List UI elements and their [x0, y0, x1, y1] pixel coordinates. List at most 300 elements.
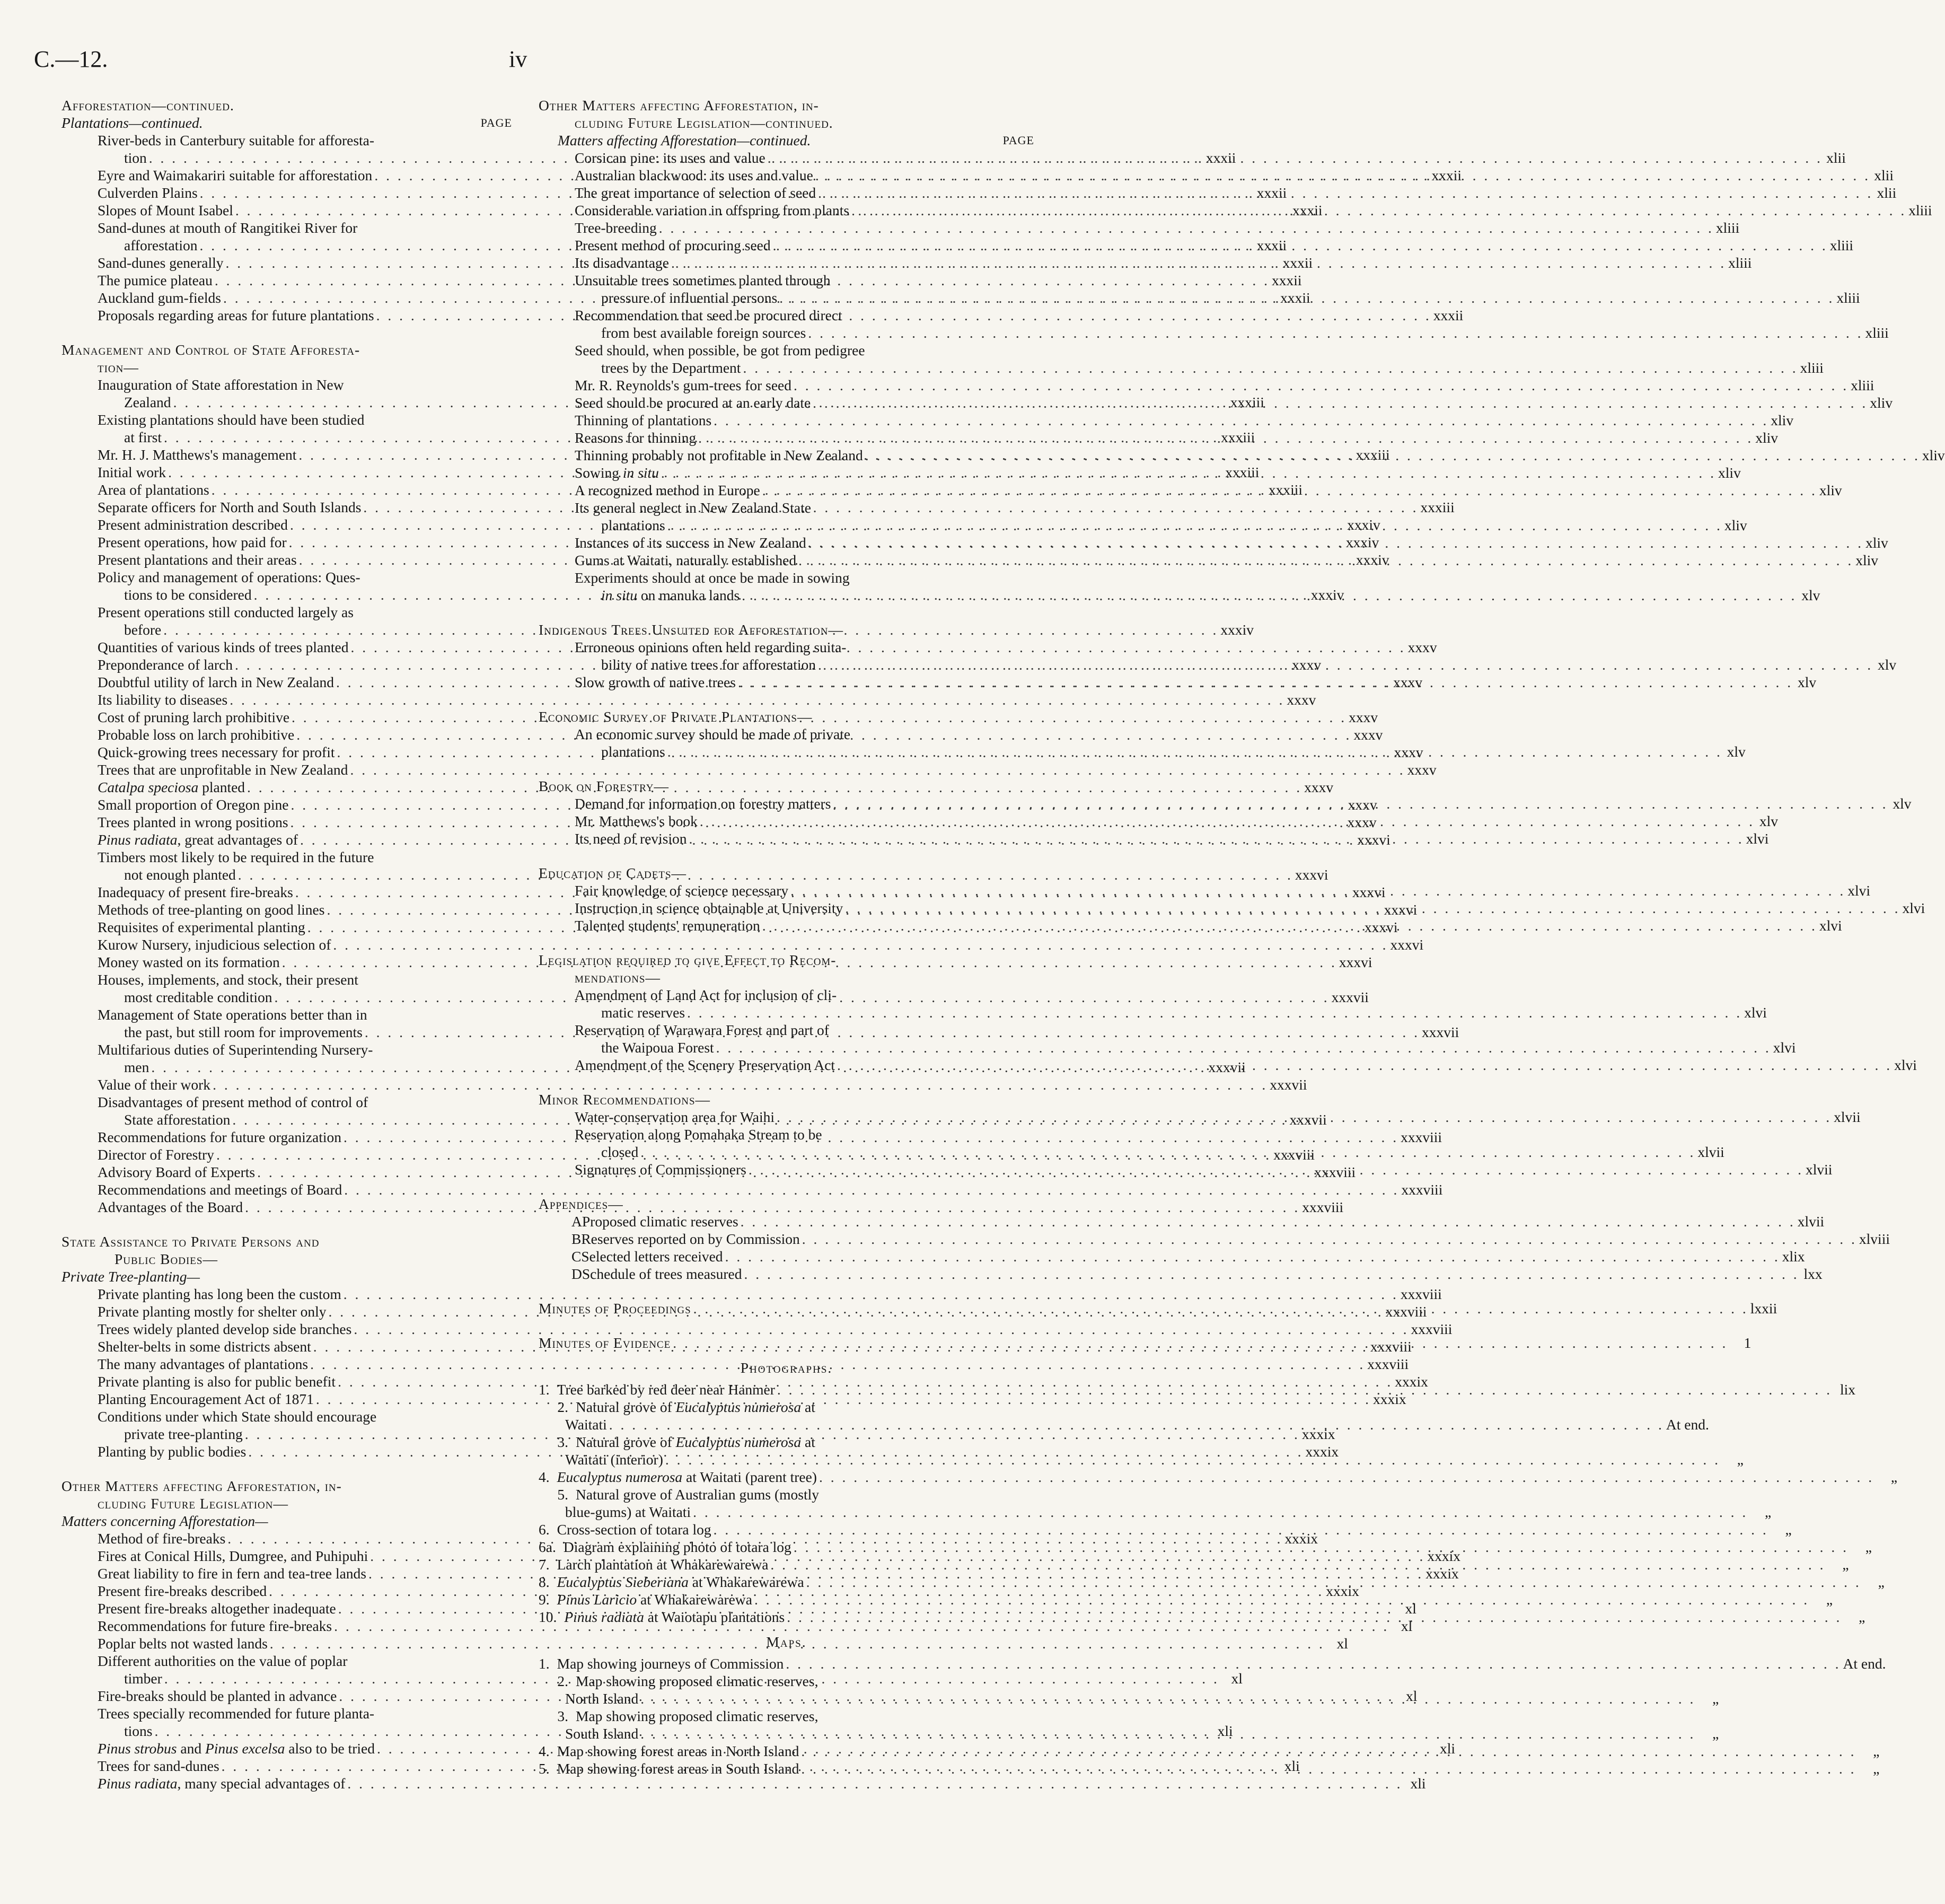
entry-text: Present fire-breaks described	[98, 1583, 267, 1599]
entry-page: „	[1737, 1451, 1744, 1468]
entry-text: Initial work	[98, 464, 166, 480]
leader-dots	[863, 446, 1922, 464]
leader-dots	[671, 1334, 1730, 1352]
entry-text: Its need of revision	[575, 830, 687, 847]
entry-text: afforestation	[124, 237, 198, 253]
entry-page: xlvi	[1847, 882, 1871, 899]
leader-dots	[760, 917, 1819, 934]
entry-page: xliv	[1755, 429, 1779, 446]
leader-dots	[777, 289, 1836, 306]
entry-text: Eucalyptus numerosa at Waitati (parent tree)	[557, 1469, 817, 1485]
toc-entry	[61, 971, 512, 988]
entry-text: Private planting mostly for shelter only	[98, 1303, 327, 1320]
entry-page: xxxv	[1348, 796, 1377, 813]
toc-entry	[539, 1004, 1767, 1021]
entry-text: matic reserves	[601, 1004, 685, 1021]
entry-text: Trees specially recommended for future planta-	[98, 1705, 375, 1722]
toc-entry	[539, 1468, 1898, 1486]
entry-page: xxxii	[1431, 167, 1462, 183]
section-heading-book: Book on Forestry—	[539, 778, 670, 794]
entry-text: Water-conservation area for Waihi	[575, 1109, 775, 1125]
minutes-proceedings-page: lxxii	[1750, 1300, 1777, 1317]
section-heading-state-assistance-cont: Public Bodies—	[115, 1251, 218, 1267]
entry-page: xxxii	[1433, 307, 1464, 323]
leader-dots	[698, 812, 1757, 830]
page-column-label-right: PAGE	[1002, 134, 1034, 147]
leader-dots	[736, 673, 1795, 691]
entry-page: xli	[1440, 1740, 1456, 1757]
entry-page: xxxv	[1393, 674, 1423, 690]
entry-text: Seed should be procured at an early date	[575, 394, 811, 411]
entry-text: Culverden Plains	[98, 185, 198, 201]
leader-dots	[741, 359, 1800, 376]
entry-page: xl	[1406, 1688, 1418, 1704]
entry-page: xlv	[1801, 587, 1820, 603]
entry-text: Experiments should at once be made in sowing	[575, 569, 850, 586]
entry-page: xxxii	[1271, 272, 1302, 288]
entry-text: Talented students' remuneration	[575, 917, 760, 934]
toc-entry	[61, 1285, 1442, 1303]
entry-text: Fires at Conical Hills, Dumgree, and Puhipuhi	[98, 1548, 368, 1564]
toc-entry	[61, 1041, 512, 1058]
entry-page: xxxix	[1427, 1548, 1460, 1564]
entry-text: from best available foreign sources	[601, 324, 806, 341]
toc-entry	[539, 986, 1034, 1004]
entry-text: Recommendations and meetings of Board	[98, 1181, 342, 1198]
entry-page: xxxvi	[1384, 901, 1418, 918]
entry-page: xxxvii	[1289, 1111, 1327, 1128]
entry-page: xlvi	[1773, 1039, 1796, 1056]
entry-page: xxxvi	[1295, 866, 1328, 883]
entry-page: xliii	[1715, 220, 1740, 236]
entry-text: Pinus radiata, many special advantages of	[98, 1775, 346, 1792]
entry-text: A recognized method in Europe	[575, 482, 760, 498]
entry-text: Conditions under which State should encourage	[98, 1408, 377, 1425]
entry-page: „	[1712, 1690, 1719, 1707]
entry-page: xli	[1284, 1758, 1300, 1774]
entry-text: Quantities of various kinds of trees planted	[98, 639, 349, 655]
report-code: C.—12.	[34, 46, 108, 72]
entry-text: Quick-growing trees necessary for profit	[98, 744, 335, 760]
entry-page: xxxiii	[1420, 499, 1455, 515]
entry-number: 2.	[557, 1399, 568, 1415]
leader-dots	[775, 1381, 1834, 1398]
minutes-proceedings-label: Minutes of Proceedings	[539, 1300, 691, 1317]
leader-dots	[765, 149, 1825, 166]
leader-dots	[738, 1213, 1798, 1230]
entry-text: Natural grove of Eucalyptus numerosa at	[576, 1399, 815, 1415]
leader-dots	[799, 1742, 1858, 1760]
entry-page: xxxv	[1287, 691, 1316, 708]
entry-page: xxxv	[1347, 814, 1377, 830]
entry-page: xxxix	[1395, 1373, 1428, 1390]
leader-dots	[799, 1760, 1858, 1777]
private-subheading: Private Tree-planting—	[61, 1268, 200, 1285]
entry-text: Reasons for thinning	[575, 429, 697, 446]
entry-page: „	[1712, 1725, 1719, 1742]
entry-text: Fair knowledge of science necessary	[575, 882, 789, 899]
entry-number: 5.	[539, 1760, 550, 1777]
entry-page: xxxvi	[1339, 954, 1372, 970]
leader-dots	[760, 481, 1819, 499]
entry-text: Present operations still conducted largely as	[98, 604, 354, 620]
entry-page: xlvi	[1744, 1004, 1767, 1021]
entry-text: Eyre and Waimakariri suitable for afforestation	[98, 167, 373, 183]
entry-text: Reservation along Pomahaka Stream to be	[575, 1126, 822, 1143]
toc-entry	[539, 1486, 1034, 1503]
entry-page: xlii	[1877, 185, 1897, 201]
entry-text: Mr. H. J. Matthews's management	[98, 446, 297, 463]
entry-text: Poplar belts not wasted lands	[98, 1635, 268, 1652]
entry-text: men	[124, 1059, 149, 1075]
entry-text: Great liability to fire in fern and tea-tree lands	[98, 1565, 367, 1582]
matters-continued-subheading: Matters affecting Afforestation—continued.	[558, 132, 811, 148]
entry-number: 4.	[539, 1743, 550, 1759]
entry-text: Catalpa speciosa planted	[98, 779, 245, 795]
leader-dots	[791, 376, 1851, 394]
entry-text: tions	[124, 1723, 153, 1739]
entry-text: at first	[124, 429, 162, 445]
entry-page: xl	[1231, 1670, 1243, 1687]
leader-dots	[752, 1591, 1811, 1608]
leader-dots	[835, 1056, 1894, 1074]
entry-page: xxxii	[1256, 237, 1287, 253]
entry-number: 10.	[539, 1609, 557, 1625]
entry-text: Reserves reported on by Commission	[581, 1231, 800, 1247]
entry-text: Probable loss on larch prohibitive	[98, 726, 295, 743]
entry-text: private tree-planting	[124, 1426, 243, 1442]
entry-page: xxxiii	[1221, 429, 1255, 445]
entry-text: Corsican pine: its uses and value	[575, 150, 765, 166]
leader-dots	[657, 219, 1716, 236]
entry-text: Amendment of the Scenery Preservation Act	[575, 1057, 835, 1073]
entry-page: xxxiii	[1230, 394, 1264, 410]
toc-entry	[539, 1655, 1886, 1672]
entry-text: blue-gums) at Waitati	[565, 1504, 691, 1520]
toc-entry	[61, 1320, 1453, 1338]
plantations-subheading-row	[61, 114, 512, 131]
entry-text: timber	[124, 1670, 162, 1687]
leader-dots	[816, 656, 1875, 673]
entry-page: xlv	[1759, 813, 1778, 829]
section-heading-other-matters-cont: cluding Future Legislation—	[98, 1495, 288, 1512]
entry-text: Thinning of plantations	[575, 412, 712, 428]
appendices-list	[539, 1213, 1890, 1283]
entry-text: the Waipoua Forest	[601, 1039, 714, 1056]
entry-page: xxxviii	[1370, 1338, 1412, 1355]
entry-text: plantations	[601, 517, 665, 533]
toc-entry	[61, 936, 1424, 953]
entry-page: xlvi	[1902, 900, 1925, 916]
entry-text: Waitati (interior)	[565, 1451, 663, 1468]
entry-page: xxxvii	[1422, 1024, 1459, 1040]
entry-text: bility of native trees for afforestation	[601, 656, 816, 673]
toc-entry	[539, 1707, 1034, 1725]
entry-text: Slow growth of native trees	[575, 674, 736, 690]
entry-text: Tree barked by red deer near Hanmer	[557, 1381, 775, 1398]
entry-page: xxxvi	[1352, 884, 1386, 900]
entry-text: Shelter-belts in some districts absent	[98, 1338, 311, 1355]
entry-number: 3.	[557, 1434, 568, 1450]
entry-text: Signatures of Commissioners	[575, 1161, 746, 1178]
entry-text: Seed should, when possible, be got from pedigree	[575, 342, 865, 358]
entry-text: Kurow Nursery, injudicious selection of	[98, 936, 331, 953]
toc-entry	[61, 1076, 1307, 1093]
section-heading-education: Education of Cadets—	[539, 865, 687, 881]
entry-text: State afforestation	[124, 1111, 231, 1128]
entry-page: xxxix	[1284, 1530, 1318, 1547]
section-heading-other-matters-continued-cont: cluding Future Legislation—continued.	[575, 115, 833, 131]
entry-page: xxxviii	[1302, 1199, 1344, 1215]
entry-text: Thinning probably not profitable in New Zealand	[575, 447, 863, 463]
leader-dots	[691, 1503, 1750, 1521]
leader-dots	[665, 743, 1724, 760]
entry-page: lxx	[1803, 1266, 1823, 1282]
toc-entry	[61, 411, 512, 428]
entry-page: xxxii	[1292, 202, 1323, 218]
entry-page: xxxiv	[1345, 534, 1379, 550]
toc-entry	[61, 219, 512, 236]
entry-text: Present method of procuring seed	[575, 237, 771, 253]
entry-page: xxxviii	[1401, 1129, 1442, 1145]
entry-page: xxxviii	[1411, 1321, 1453, 1337]
entry-text: South Island	[565, 1725, 639, 1742]
entry-text: Trees for sand-dunes	[98, 1758, 219, 1774]
toc-entry	[539, 359, 1824, 376]
toc-entry	[539, 1039, 1796, 1056]
toc-entry	[61, 1408, 512, 1425]
entry-text: Management of State operations better than in	[98, 1006, 367, 1023]
entry-page: At end.	[1843, 1655, 1886, 1672]
toc-entry	[539, 1672, 1034, 1690]
leader-dots	[784, 1655, 1843, 1672]
entry-page: xxxviii	[1401, 1181, 1443, 1198]
toc-entry	[539, 1213, 1825, 1230]
entry-page: xxxii	[1256, 185, 1287, 201]
entry-page: xli	[1410, 1775, 1426, 1792]
entry-text: pressure of influential persons	[601, 289, 778, 306]
entry-page: xliv	[1855, 552, 1878, 568]
entry-text: Pinus Laricio at Whakarewarewa	[557, 1591, 752, 1608]
toc-entry	[61, 131, 512, 149]
entry-page: xlii	[1874, 167, 1894, 183]
entry-page: xxxiv	[1356, 551, 1389, 568]
entry-number: 1.	[539, 1655, 550, 1672]
leader-dots	[685, 1004, 1744, 1021]
entry-text: Schedule of trees measured	[582, 1266, 742, 1282]
entry-number: A	[571, 1213, 582, 1230]
entry-text: Proposals regarding areas for future plantations	[98, 307, 374, 323]
section-heading-indigenous: Indigenous Trees Unsuited for Afforestation—	[539, 621, 843, 638]
entry-page: xlvii	[1697, 1144, 1724, 1160]
entry-text: Australian blackwood: its uses and value	[575, 167, 813, 183]
toc-entry	[539, 219, 1740, 236]
entry-text: Timbers most likely to be required in the future	[98, 849, 374, 865]
leader-dots	[638, 1143, 1697, 1161]
entry-page: xlv	[1797, 674, 1817, 690]
entry-number: 4.	[539, 1469, 550, 1485]
entry-text: Selected letters received	[581, 1248, 723, 1265]
entry-text: Director of Forestry	[98, 1146, 214, 1163]
section-heading-legislation-cont: mendations—	[575, 969, 661, 986]
entry-page: xl	[1405, 1600, 1416, 1617]
entry-text: Multifarious duties of Superintending Nursery-	[98, 1041, 373, 1058]
section-heading-economic: Economic Survey of Private Plantations—	[539, 708, 813, 725]
entry-text: Larch plantation at Whakarewarewa	[557, 1556, 769, 1573]
entry-page: xl	[1336, 1635, 1348, 1652]
entry-page: xlv	[1727, 743, 1746, 760]
entry-text: Diagram explaining photo of totara log	[563, 1539, 791, 1555]
entry-page: xlvi	[1819, 917, 1842, 934]
entry-text: Disadvantages of present method of control of	[98, 1094, 368, 1110]
entry-text: Proposed climatic reserves	[582, 1213, 738, 1230]
toc-entry	[539, 1248, 1805, 1265]
entry-page: xxxix	[1305, 1443, 1339, 1460]
entry-page: At end.	[1666, 1416, 1709, 1433]
entry-page: xxxiv	[1310, 586, 1344, 603]
entry-page: xxxviii	[1385, 1303, 1427, 1320]
entry-page: xlii	[1826, 150, 1846, 166]
entry-page: xliii	[1865, 324, 1889, 341]
entry-text: Pinus radiata at Waiotapu plantations	[564, 1609, 785, 1625]
entry-page: xxxiii	[1268, 481, 1303, 498]
entry-text: Sand-dunes generally	[98, 255, 224, 271]
entry-number: 7.	[539, 1556, 550, 1573]
entry-text: Considerable variation in offspring from plants	[575, 202, 850, 218]
toc-entry	[61, 1181, 1443, 1198]
entry-page: xlv	[1893, 795, 1912, 812]
entry-text: Instances of its success in New Zealand	[575, 534, 806, 551]
leader-dots	[849, 201, 1908, 219]
toc-entry	[61, 1652, 512, 1670]
entry-number: 1.	[539, 1381, 550, 1398]
toc-entry	[539, 1521, 1792, 1538]
entry-text: Trees that are unprofitable in New Zealand	[98, 761, 348, 778]
entry-page: xli	[1217, 1723, 1233, 1739]
entry-text: Private planting is also for public benefit	[98, 1373, 336, 1390]
entry-page: xlvi	[1894, 1057, 1917, 1073]
entry-text: most creditable condition	[124, 989, 272, 1005]
entry-page: xl	[1401, 1618, 1413, 1634]
entry-text: Planting Encouragement Act of 1871	[98, 1391, 314, 1407]
toc-entry	[539, 411, 1794, 429]
toc-entry	[539, 499, 1034, 516]
leader-dots	[843, 899, 1902, 917]
entry-page: xlvii	[1806, 1161, 1833, 1178]
entry-text: Planting by public bodies	[98, 1443, 247, 1460]
entry-text: not enough planted	[124, 866, 236, 883]
entry-text: The many advantages of plantations	[98, 1356, 309, 1372]
toc-entry	[539, 341, 1034, 359]
toc-entry	[539, 1433, 1034, 1451]
entry-text: Its disadvantage	[575, 255, 669, 271]
entry-text: Requisites of experimental planting	[98, 919, 305, 935]
entry-text: Trees planted in wrong positions	[98, 814, 288, 830]
entry-page: xliv	[1922, 447, 1945, 463]
leader-dots	[711, 411, 1771, 429]
entry-page: „	[1890, 1469, 1898, 1485]
entry-page: „	[1785, 1521, 1792, 1538]
entry-number: 8.	[539, 1574, 550, 1590]
leader-dots	[775, 1108, 1834, 1126]
toc-entry	[539, 324, 1889, 341]
entry-page: xliii	[1829, 237, 1854, 253]
minutes-evidence-page: 1	[1744, 1335, 1752, 1351]
entry-text: Natural grove of Australian gums (mostly	[576, 1486, 820, 1503]
leader-dots	[804, 1573, 1863, 1591]
entry-page: xxxv	[1304, 779, 1334, 795]
toc-entry	[539, 638, 1034, 656]
leader-dots	[806, 534, 1865, 551]
leader-dots	[607, 1416, 1666, 1433]
entry-page: xxxv	[1353, 726, 1383, 743]
entry-number: D	[571, 1266, 582, 1282]
entry-text: Map showing proposed climatic reserves,	[576, 1708, 819, 1724]
entry-text: The pumice plateau	[98, 272, 213, 288]
toc-entry	[61, 1775, 1426, 1792]
entry-text: Auckland gum-fields	[98, 289, 221, 306]
entry-text: Map showing proposed climatic reserves,	[576, 1673, 819, 1689]
leader-dots	[711, 1521, 1771, 1538]
leader-dots	[691, 1300, 1750, 1317]
entry-page: xliii	[1800, 359, 1824, 376]
entry-number: 9.	[539, 1591, 550, 1608]
entry-text: plantations	[601, 743, 665, 760]
leader-dots	[811, 394, 1870, 411]
entry-page: xxxvi	[1357, 831, 1390, 848]
entry-page: xliv	[1865, 534, 1888, 551]
entry-text: Different authorities on the value of poplar	[98, 1653, 348, 1669]
entry-text: Doubtful utility of larch in New Zealand	[98, 674, 334, 690]
entry-text: Method of fire-breaks	[98, 1530, 226, 1547]
entry-text: Inauguration of State afforestation in New	[98, 376, 344, 393]
leader-dots	[714, 1039, 1773, 1056]
leader-dots	[740, 586, 1799, 604]
entry-page: xliii	[1908, 202, 1932, 218]
entry-page: „	[1842, 1556, 1849, 1573]
entry-text: Present plantations and their areas	[98, 551, 297, 568]
entry-page: „	[1865, 1539, 1872, 1555]
entry-text: Advisory Board of Experts	[98, 1164, 256, 1180]
leader-dots	[771, 236, 1830, 254]
leader-dots	[791, 1538, 1851, 1556]
minutes-evidence-label: Minutes of Evidence	[539, 1335, 671, 1351]
entry-text: Fire-breaks should be planted in advance	[98, 1688, 337, 1704]
leader-dots	[659, 464, 1718, 481]
entry-text: Demand for information on forestry matters	[575, 795, 831, 812]
entry-page: xxxviii	[1314, 1164, 1356, 1180]
entry-page: xliv	[1718, 464, 1741, 481]
toc-entry	[539, 1021, 1034, 1039]
entry-text: Pinus strobus and Pinus excelsa also to be tried	[98, 1740, 375, 1757]
matters-subheading: Matters concerning Afforestation—	[61, 1513, 268, 1529]
entry-page: „	[1859, 1609, 1865, 1625]
entry-page: „	[1826, 1591, 1833, 1608]
entry-text: Mr. Matthews's book	[575, 813, 698, 829]
plantations-subheading: Plantations—continued.	[61, 115, 203, 131]
leader-dots	[669, 254, 1728, 271]
entry-page: lix	[1840, 1381, 1856, 1398]
entry-number: 3.	[557, 1708, 568, 1724]
entry-text: Instruction in science obtainable at University	[575, 900, 843, 916]
leader-dots	[663, 1451, 1722, 1468]
entry-text: Unsuitable trees sometimes planted through	[575, 272, 831, 288]
entry-text: Private planting has long been the custom	[98, 1286, 341, 1302]
entry-page: „	[1878, 1574, 1885, 1590]
leader-dots	[796, 551, 1855, 569]
leader-dots	[785, 1608, 1844, 1626]
toc-entry	[539, 1503, 1772, 1521]
